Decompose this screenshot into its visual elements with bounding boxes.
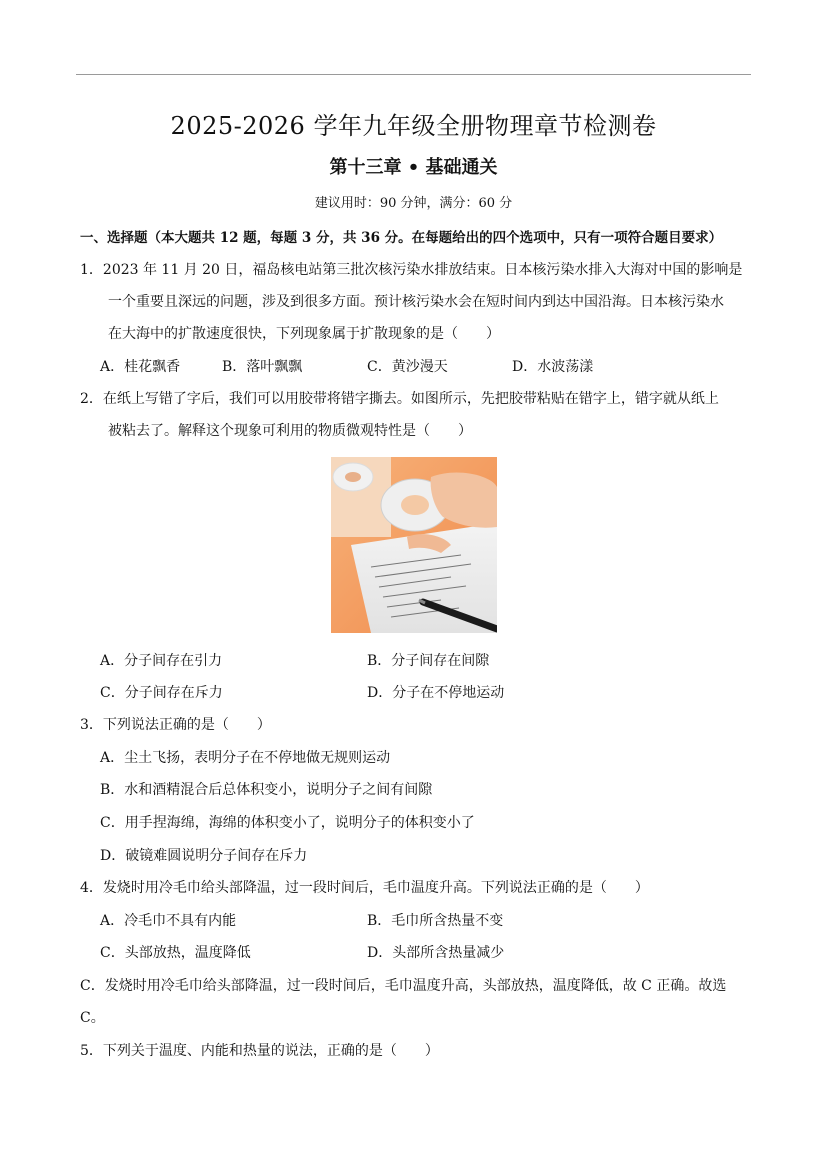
q5-line-1: 5．下列关于温度、内能和热量的说法，正确的是（ ） <box>80 1043 439 1059</box>
tape-photo <box>331 457 497 633</box>
q2-option-c: C．分子间存在斥力 <box>100 685 223 701</box>
q2-option-b: B．分子间存在间隙 <box>367 653 490 669</box>
q2-line-1: 2．在纸上写错了字后，我们可以用胶带将错字撕去。如图所示，先把胶带粘贴在错字上，错字就从纸上 <box>80 391 719 407</box>
q3-option-c: C．用手捏海绵，海绵的体积变小了，说明分子的体积变小了 <box>100 815 475 831</box>
q3-line-1: 3．下列说法正确的是（ ） <box>80 717 271 733</box>
q4-option-b: B．毛巾所含热量不变 <box>367 913 504 929</box>
q4-option-c: C．头部放热，温度降低 <box>100 945 251 961</box>
header-rule <box>76 74 751 75</box>
q1-line-3: 在大海中的扩散速度很快，下列现象属于扩散现象的是（ ） <box>108 326 500 342</box>
q4-option-a: A．冷毛巾不具有内能 <box>100 913 237 929</box>
page-title: 2025-2026 学年九年级全册物理章节检测卷 <box>170 112 657 140</box>
q1-line-2: 一个重要且深远的问题，涉及到很多方面。预计核污染水会在短时间内到达中国沿海。日本核污染水 <box>108 294 724 310</box>
q4-option-d: D．头部所含热量减少 <box>367 945 505 961</box>
q2-line-2: 被粘去了。解释这个现象可利用的物质微观特性是（ ） <box>108 423 472 439</box>
q1-option-d: D．水波荡漾 <box>512 359 594 375</box>
exam-meta: 建议用时：90 分钟，满分：60 分 <box>314 196 513 211</box>
q2-option-a: A．分子间存在引力 <box>100 653 223 669</box>
q4-answer-line-1: C．发烧时用冷毛巾给头部降温，过一段时间后，毛巾温度升高，头部放热，温度降低，故 C 正确。故选 <box>80 978 727 994</box>
q3-option-b: B．水和酒精混合后总体积变小，说明分子之间有间隙 <box>100 782 433 798</box>
q3-option-d: D．破镜难圆说明分子间存在斥力 <box>100 848 308 864</box>
q4-answer-line-2: C。 <box>80 1010 105 1026</box>
q4-line-1: 4．发烧时用冷毛巾给头部降温，过一段时间后，毛巾温度升高。下列说法正确的是（ ） <box>80 880 649 896</box>
q1-option-b: B．落叶飘飘 <box>222 359 303 375</box>
q1-option-c: C．黄沙漫天 <box>367 359 448 375</box>
q3-option-a: A．尘土飞扬，表明分子在不停地做无规则运动 <box>100 750 391 766</box>
q1-option-a: A．桂花飘香 <box>100 359 181 375</box>
chapter-subtitle: 第十三章 • 基础通关 <box>329 157 498 178</box>
q2-option-d: D．分子在不停地运动 <box>367 685 505 701</box>
section-heading: 一、选择题（本大题共 12 题，每题 3 分，共 36 分。在每题给出的四个选项中，只有一项符合题目要求） <box>80 230 723 246</box>
q1-line-1: 1．2023 年 11 月 20 日，福岛核电站第三批次核污染水排放结束。日本核污染水排入大海对中国的影响是 <box>80 262 743 278</box>
